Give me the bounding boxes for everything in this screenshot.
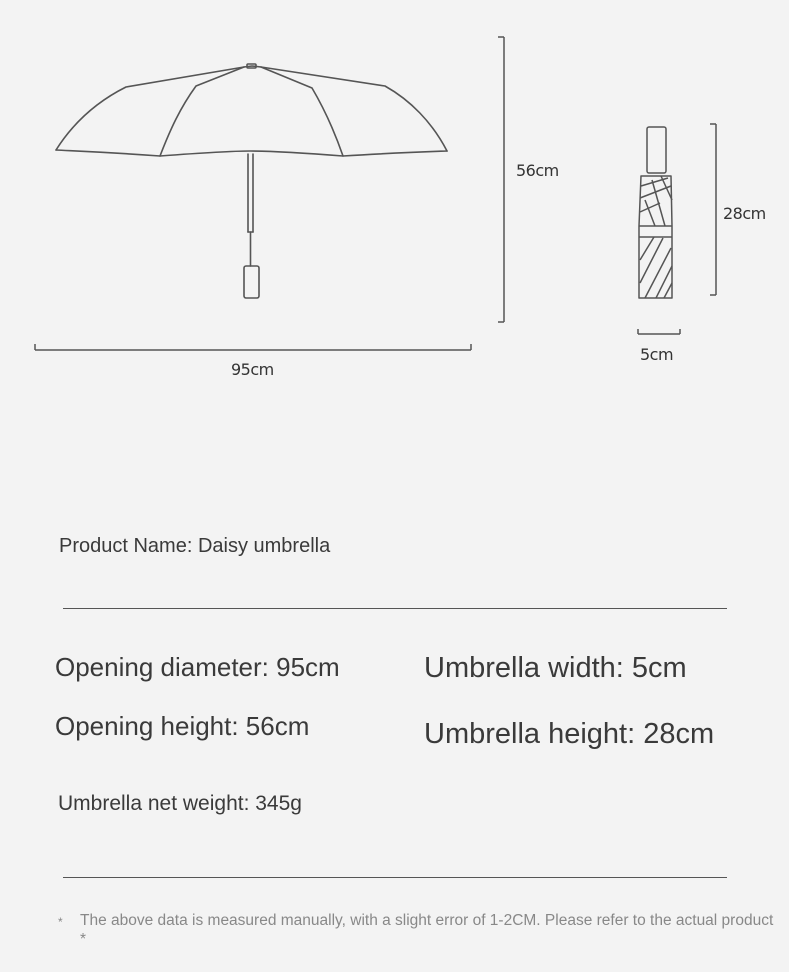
dimension-diagram — [0, 0, 789, 400]
umbrella-diagram-svg — [0, 0, 789, 400]
divider-bottom — [63, 877, 727, 878]
open-umbrella-illustration — [56, 64, 447, 298]
open-height-dimension-line — [498, 37, 504, 322]
closed-height-dimension-line — [710, 124, 716, 295]
closed-width-label: 5cm — [640, 345, 674, 364]
closed-width-dimension-line — [638, 329, 680, 334]
divider-top — [63, 608, 727, 609]
opening-diameter: Opening diameter: 95cm — [55, 652, 340, 682]
umbrella-height: Umbrella height: 28cm — [424, 718, 715, 750]
product-name: Product Name: Daisy umbrella — [59, 535, 331, 557]
footnote — [58, 911, 783, 949]
open-width-label: 95cm — [231, 360, 274, 379]
open-width-dimension-line — [35, 344, 471, 350]
net-weight: Umbrella net weight: 345g — [58, 792, 302, 815]
opening-height: Opening height: 56cm — [55, 711, 310, 741]
closed-height-label: 28cm — [723, 204, 766, 223]
umbrella-width: Umbrella width: 5cm — [424, 652, 687, 684]
open-height-label: 56cm — [516, 161, 559, 180]
closed-umbrella-illustration — [639, 127, 672, 298]
footnote-text: The above data is measured manually, with a slight error of 1-2CM. Please refer to the actual product * — [80, 912, 774, 948]
footnote-marker: * — [58, 915, 63, 929]
